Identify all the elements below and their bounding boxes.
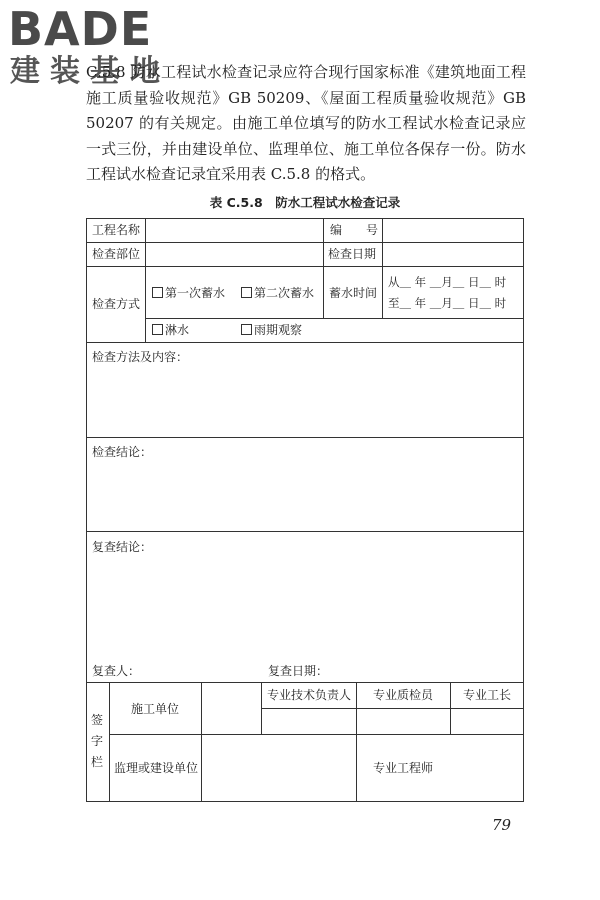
label-number: 编 号 [330,223,379,237]
rule-row3 [86,342,524,343]
rule-label-col [145,218,146,342]
rule-method-split [145,318,524,319]
label-recheck-conclusion: 复查结论： [92,540,153,554]
rule-bottom [86,801,524,802]
label-method-content: 检查方法及内容： [92,350,189,364]
rule-tech-col [261,682,262,734]
label-inspection-date: 检查日期 [328,247,377,261]
page-number: 79 [492,816,512,834]
rule-row1 [86,242,524,243]
time-from: 从＿ 年 ＿月＿ 日＿ 时 [388,275,507,289]
rule-sign-mid [109,734,524,735]
logo-brand: BADE [8,2,153,56]
option-spray[interactable] [152,323,189,337]
rule-left [86,218,87,802]
rule-row5 [86,531,524,532]
label-inspection-method: 检查方式 [92,297,141,311]
label-foreman: 专业工长 [463,688,512,702]
option-second-storage-label: 第二次蓄水 [254,286,315,300]
label-construction-unit: 施工单位 [131,702,180,716]
label-inspection-part: 检查部位 [92,247,141,261]
body-paragraph: C.5.8 防水工程试水检查记录应符合现行国家标准《建筑地面工程施工质量验收规范》GB 50209、《屋面工程质量验收规范》GB 50207 的有关规定。由施工单位填写的防水工程试水检查记录应一式三份，并由建设单位、监理单位、施工单位各保存一份。防水工程试水检查记录宜采用表 C.5.8 的格式。 [86,63,526,183]
rule-top [86,218,524,219]
sign-column-char-3: 栏 [91,755,104,769]
sign-column-char-2: 字 [91,734,104,748]
table-caption: 表 C.5.8 防水工程试水检查记录 [209,195,401,210]
rule-qc-col [356,682,357,802]
rule-mid-col [323,218,324,318]
label-quality-inspector: 专业质检员 [373,688,434,702]
option-spray-label: 淋水 [165,323,190,337]
rule-row2 [86,266,524,267]
option-first-storage[interactable] [152,286,225,300]
label-project-name: 工程名称 [92,223,141,237]
checkbox-icon [241,324,252,335]
time-to: 至＿ 年 ＿月＿ 日＿ 时 [388,296,507,310]
rule-row4 [86,437,524,438]
checkbox-icon [241,287,252,298]
rule-sign-header [261,708,524,709]
rule-value-col [382,218,383,318]
rule-foreman-col [450,682,451,734]
label-review-date: 复查日期： [268,664,329,678]
rule-row6 [86,682,524,683]
label-reviewer: 复查人： [92,664,141,678]
rule-unit-col [201,682,202,802]
rule-right [523,218,524,802]
label-conclusion: 检查结论： [92,445,153,459]
inspection-form [86,218,524,802]
checkbox-icon [152,287,163,298]
label-technical-lead: 专业技术负责人 [267,688,352,702]
logo-subtitle: 建装基地 [10,54,170,89]
label-engineer: 专业工程师 [373,761,434,775]
option-rain-observe[interactable] [241,323,302,337]
option-second-storage[interactable] [241,286,314,300]
label-storage-time: 蓄水时间 [329,286,378,300]
option-rain-observe-label: 雨期观察 [254,323,303,337]
label-supervision-unit: 监理或建设单位 [114,761,199,775]
sign-column-char-1: 签 [91,713,104,727]
rule-sign-col [109,682,110,802]
checkbox-icon [152,324,163,335]
option-first-storage-label: 第一次蓄水 [165,286,226,300]
